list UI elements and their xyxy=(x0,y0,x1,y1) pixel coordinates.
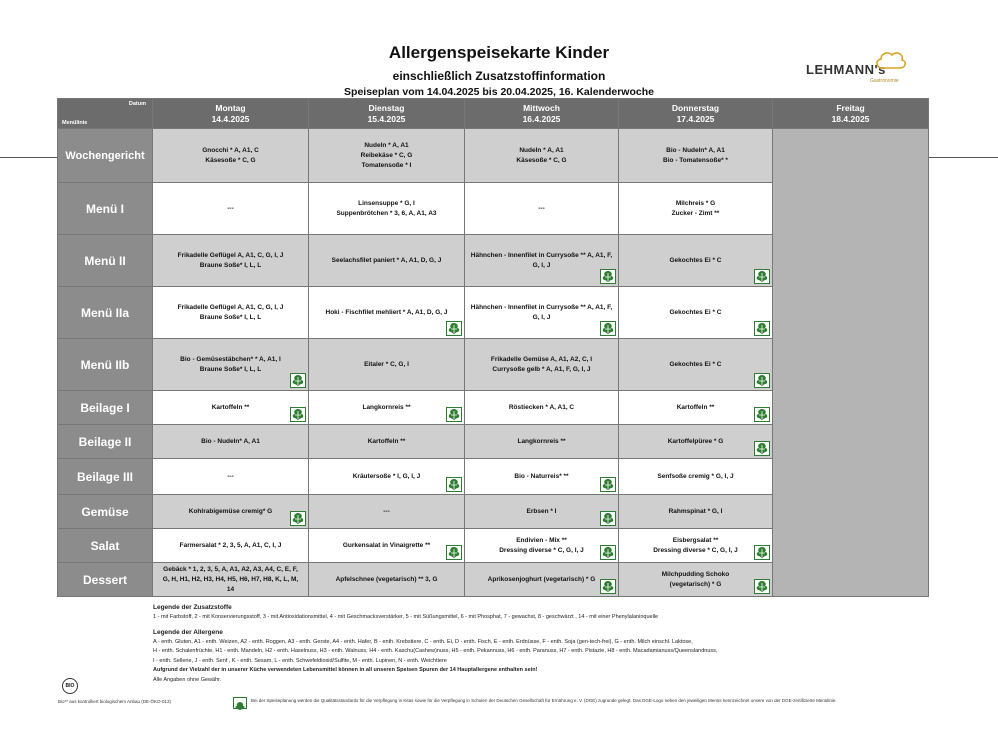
menu-cell xyxy=(309,183,465,235)
day-date: 15.4.2025 xyxy=(367,113,406,124)
dish-text: Erbsen * I xyxy=(526,507,557,515)
menu-cell xyxy=(619,495,773,529)
dge-logo-icon xyxy=(754,373,770,388)
menu-cell xyxy=(465,459,619,495)
page-title: Allergenspeisekarte Kinder xyxy=(388,43,610,62)
dish-text: G, I, J xyxy=(532,261,551,269)
day-date: 18.4.2025 xyxy=(831,113,870,124)
day-header-tuesday xyxy=(309,99,465,129)
menu-line-label: Salat xyxy=(58,529,153,563)
menu-line-label: Gemüse xyxy=(58,495,153,529)
menu-cell xyxy=(619,529,773,563)
chef-hat-icon xyxy=(874,50,908,72)
dish-text: Currysoße gelb * A, A1, F, G, I, J xyxy=(492,365,591,373)
menu-cell xyxy=(465,529,619,563)
dish-text: Gnocchi * A, A1, C xyxy=(202,146,259,154)
plan-period: Speiseplan vom 14.04.2025 bis 20.04.2025, 16. Kalenderwoche xyxy=(344,86,654,98)
menu-cell xyxy=(619,235,773,287)
dish-text: Bio - Nudeln* A, A1 xyxy=(201,437,260,445)
menu-line-label: Beilage II xyxy=(58,425,153,459)
dge-logo-icon xyxy=(233,697,247,709)
dish-text: Röstiecken * A, A1, C xyxy=(508,403,575,411)
menu-cell xyxy=(619,459,773,495)
dish-text: Nudeln * A, A1 xyxy=(364,141,409,149)
allergen-warning: Aufgrund der Vielzahl der in unserer Küche verwendeten Lebensmittel können in all unseren Speisen Spuren der 14 Hauptallergene enthalten sein! xyxy=(153,667,538,673)
menu-cell xyxy=(153,287,309,339)
dish-text: --- xyxy=(227,472,234,480)
dge-logo-icon xyxy=(600,477,616,492)
dish-text: Bio - Naturreis* ** xyxy=(514,472,569,480)
day-name: Montag xyxy=(215,102,246,113)
menu-cell xyxy=(309,563,465,597)
menu-cell xyxy=(465,235,619,287)
menu-cell xyxy=(619,129,773,183)
dish-text: Kartoffeln ** xyxy=(367,437,406,445)
menu-cell xyxy=(153,235,309,287)
corner-date-label: Datum xyxy=(128,101,146,107)
menu-cell xyxy=(309,235,465,287)
dish-text: Bio - Tomatensoße* * xyxy=(663,156,728,164)
bio-badge-icon: BIO xyxy=(62,678,78,694)
menu-cell xyxy=(465,425,619,459)
dish-text: Frikadelle Gemüse A, A1, A2, C, I xyxy=(490,355,593,363)
menu-cell xyxy=(619,183,773,235)
dish-text: Gekochtes Ei * C xyxy=(669,256,722,264)
menu-cell xyxy=(153,529,309,563)
dish-text: Nudeln * A, A1 xyxy=(519,146,564,154)
corner-cell xyxy=(58,99,153,129)
menu-cell xyxy=(309,287,465,339)
menu-cell xyxy=(619,287,773,339)
dish-text: --- xyxy=(383,507,390,515)
menu-table xyxy=(57,98,929,597)
dish-text: Braune Soße* I, L, L xyxy=(199,261,262,269)
menu-cell xyxy=(465,391,619,425)
menu-line-label: Menü I xyxy=(58,183,153,235)
dish-text: Hoki - Fischfilet mehliert * A, A1, D, G, J xyxy=(325,308,448,316)
corner-line-label: Menülinie xyxy=(62,120,88,126)
dge-logo-icon xyxy=(754,407,770,422)
dge-logo-icon xyxy=(290,407,306,422)
dge-note: Bei der Speiseplanung werden die Qualitätsstandards für die Verpflegung in Kitas sowie für die Verpflegung in Schulen der Deutschen Gesellschaft für Ernährung e. V. (DGE) zugrunde gelegt. Das DGE-Logo neben den jeweiligen Menüs kennzeichnet unsere von der DGE-zertifizierte Menülinie. xyxy=(251,698,837,703)
day-name: Mittwoch xyxy=(523,102,560,113)
menu-cell xyxy=(309,391,465,425)
dge-logo-icon xyxy=(754,441,770,456)
dish-text: --- xyxy=(538,204,545,212)
day-date: 16.4.2025 xyxy=(522,113,561,124)
dish-text: Gekochtes Ei * C xyxy=(669,308,722,316)
dish-text: Apfelschnee (vegetarisch) ** 3, G xyxy=(335,575,438,583)
dge-logo-icon xyxy=(290,373,306,388)
dge-logo-icon xyxy=(446,477,462,492)
dish-text: Gebäck * 1, 2, 3, 5, A, A1, A2, A3, A4, C, E, F, xyxy=(163,565,298,573)
menu-cell xyxy=(153,391,309,425)
dish-text: Langkornreis ** xyxy=(517,437,566,445)
dish-text: Endivien - Mix ** xyxy=(516,536,567,544)
dish-text: Kräutersoße * I, G, I, J xyxy=(352,472,421,480)
page-subtitle: einschließlich Zusatzstoffinformation xyxy=(392,69,606,83)
dish-text: Käsesoße * C, G xyxy=(516,156,567,164)
menu-cell xyxy=(153,495,309,529)
day-name: Freitag xyxy=(836,102,865,113)
menu-cell xyxy=(153,339,309,391)
menu-cell xyxy=(309,459,465,495)
dge-logo-icon xyxy=(754,579,770,594)
dish-text: Bio - Nudeln* A, A1 xyxy=(666,146,725,154)
menu-line-label: Menü II xyxy=(58,235,153,287)
menu-cell xyxy=(309,529,465,563)
dish-text: Farmersalat * 2, 3, 5, A, A1, C, I, J xyxy=(179,541,282,549)
dish-text: --- xyxy=(227,204,234,212)
dish-text: Kartoffeln ** xyxy=(676,403,715,411)
menu-row xyxy=(58,129,929,183)
dish-text: (vegetarisch) * G xyxy=(669,580,722,588)
dge-logo-icon xyxy=(600,321,616,336)
legend-allergens-line: H - enth. Schalenfrüchte, H1 - enth. Mandeln, H2 - enth. Haselnuss, H3 - enth. Walnuss, H4 - enth. Kaschu(Cashew)nuss, H5 - enth. Pekannuss, H6 - enth. Paranuss, H7 - enth. Pistazie, H8 - enth. Macadamianuss/Queenslandnuss, xyxy=(153,648,718,654)
legend-allergens xyxy=(153,628,717,685)
dish-text: Bio - Gemüsestäbchen* * A, A1, I xyxy=(180,355,281,363)
dish-text: Dressing diverse * C, G, I, J xyxy=(653,546,738,554)
dish-text: Milchpudding Schoko xyxy=(661,570,730,578)
day-date: 17.4.2025 xyxy=(676,113,715,124)
menu-cell xyxy=(309,339,465,391)
day-header-wednesday xyxy=(465,99,619,129)
menu-cell xyxy=(309,425,465,459)
dish-text: Suppenbrötchen * 3, 6, A, A1, A3 xyxy=(336,209,437,217)
dish-text: G, H, H1, H2, H3, H4, H5, H6, H7, H8, K, L, M, xyxy=(162,575,299,583)
menu-cell xyxy=(465,339,619,391)
menu-cell xyxy=(153,129,309,183)
legend-allergens-title: Legende der Allergene xyxy=(153,629,223,636)
lehmanns-logo xyxy=(806,54,916,88)
menu-cell xyxy=(619,391,773,425)
day-date: 14.4.2025 xyxy=(211,113,250,124)
menu-cell xyxy=(619,425,773,459)
dish-text: Dressing diverse * C, G, I, J xyxy=(499,546,584,554)
dish-text: Braune Soße* I, L, L xyxy=(199,313,262,321)
menu-cell xyxy=(465,287,619,339)
menu-cell xyxy=(153,459,309,495)
dish-text: Zucker - Zimt ** xyxy=(671,209,720,217)
day-header-friday xyxy=(773,99,929,129)
dge-logo-icon xyxy=(754,269,770,284)
menu-cell xyxy=(619,563,773,597)
menu-cell xyxy=(309,495,465,529)
dish-text: Gekochtes Ei * C xyxy=(669,360,722,368)
dish-text: Hähnchen - Innenfilet in Currysoße ** A, A1, F, xyxy=(470,251,613,259)
dish-text: Linsensuppe * G, I xyxy=(358,199,415,207)
dish-text: Eisbergsalat ** xyxy=(672,536,719,544)
menu-cell xyxy=(153,183,309,235)
menu-line-label: Dessert xyxy=(58,563,153,597)
dish-text: 14 xyxy=(226,585,235,593)
dish-text: Senfsoße cremig * G, I, J xyxy=(657,472,734,480)
dge-logo-icon xyxy=(600,545,616,560)
dish-text: Frikadelle Geflügel A, A1, C, G, I, J xyxy=(177,303,284,311)
menu-cell xyxy=(465,495,619,529)
menu-line-label: Menü IIa xyxy=(58,287,153,339)
dish-text: Braune Soße* I, L, L xyxy=(199,365,262,373)
dge-logo-icon xyxy=(754,321,770,336)
logo-subtext: Gastronomie xyxy=(870,78,899,84)
dish-text: Seelachsfilet paniert * A, A1, D, G, J xyxy=(331,256,442,264)
dish-text: Kartoffelpüree * G xyxy=(667,437,724,445)
dish-text: Käsesoße * C, G xyxy=(205,156,256,164)
menu-cell xyxy=(465,129,619,183)
day-header-monday xyxy=(153,99,309,129)
menu-line-label: Beilage III xyxy=(58,459,153,495)
dge-logo-icon xyxy=(446,545,462,560)
menu-line-label: Beilage I xyxy=(58,391,153,425)
dish-text: Reibekäse * C, G xyxy=(360,151,413,159)
dge-logo-icon xyxy=(446,407,462,422)
day-name: Dienstag xyxy=(368,102,405,113)
dish-text: Gurkensalat in Vinaigrette ** xyxy=(342,541,431,549)
dish-text: Eitaler * C, G, I xyxy=(364,360,409,368)
menu-line-label: Wochengericht xyxy=(58,129,153,183)
legend-additives-text: 1 - mit Farbstoff, 2 - mit Konservierungsstoff, 3 - mit Antioxidationsmittel, 4 - mit Geschmacksverstärker, 5 - mit Süßungsmittel, 6 - mit Phosphat, 7 - gewachst, 8 - geschwärzt , 14 - mit einer Phenylalaninquelle xyxy=(153,613,659,620)
dge-logo-icon xyxy=(600,269,616,284)
dish-text: Kartoffeln ** xyxy=(211,403,250,411)
dish-text: Hähnchen - Innenfilet in Currysoße ** A, A1, F, xyxy=(470,303,613,311)
dish-text: Tomatensoße * I xyxy=(361,161,412,169)
legend-additives xyxy=(153,603,658,622)
friday-column xyxy=(773,129,929,597)
legend-allergens-line: A - enth. Gluten, A1 - enth. Weizen, A2 - enth. Roggen, A3 - enth. Gerste, A4 - enth. Hafer, B - enth. Krebstiere, C - enth. Ei, D - enth. Fisch, E - enth. Erdnüsse, F - enth. Soja (gen-tech-frei), G - enth. Milch einschl. Laktose, xyxy=(153,638,693,645)
dge-logo-icon xyxy=(446,321,462,336)
dge-logo-icon xyxy=(600,579,616,594)
menu-cell xyxy=(619,339,773,391)
dish-text: Frikadelle Geflügel A, A1, C, G, I, J xyxy=(177,251,284,259)
dge-logo-icon xyxy=(290,511,306,526)
dge-logo-icon xyxy=(754,545,770,560)
bio-note: Bio** aus kontrolliert biologischem Anbau (DE-ÖKO-013) xyxy=(58,699,172,704)
menu-cell xyxy=(153,425,309,459)
legend-allergens-line: I - enth. Sellerie, J - enth. Senf , K - enth. Sesam, L - enth. Schwefeldioxid/Sulfite, M - enth. Lupinen, N - enth. Weichtiere xyxy=(153,657,447,664)
menu-cell xyxy=(153,563,309,597)
menu-cell xyxy=(309,129,465,183)
menu-cell xyxy=(465,563,619,597)
menu-cell xyxy=(465,183,619,235)
dish-text: Kohlrabigemüse cremig* G xyxy=(188,507,273,515)
dish-text: G, I, J xyxy=(532,313,551,321)
dish-text: Langkornreis ** xyxy=(362,403,411,411)
day-name: Donnerstag xyxy=(671,102,720,113)
dge-logo-icon xyxy=(600,511,616,526)
menu-line-label: Menü IIb xyxy=(58,339,153,391)
dish-text: Milchreis * G xyxy=(675,199,716,207)
day-header-thursday xyxy=(619,99,773,129)
dish-text: Aprikosenjoghurt (vegetarisch) * G xyxy=(487,575,596,583)
disclaimer: Alle Angaben ohne Gewähr. xyxy=(153,676,222,683)
logo-text: LEHMANN's xyxy=(806,62,886,77)
legend-additives-title: Legende der Zusatzstoffe xyxy=(153,604,232,611)
dish-text: Rahmspinat * G, I xyxy=(668,507,723,515)
